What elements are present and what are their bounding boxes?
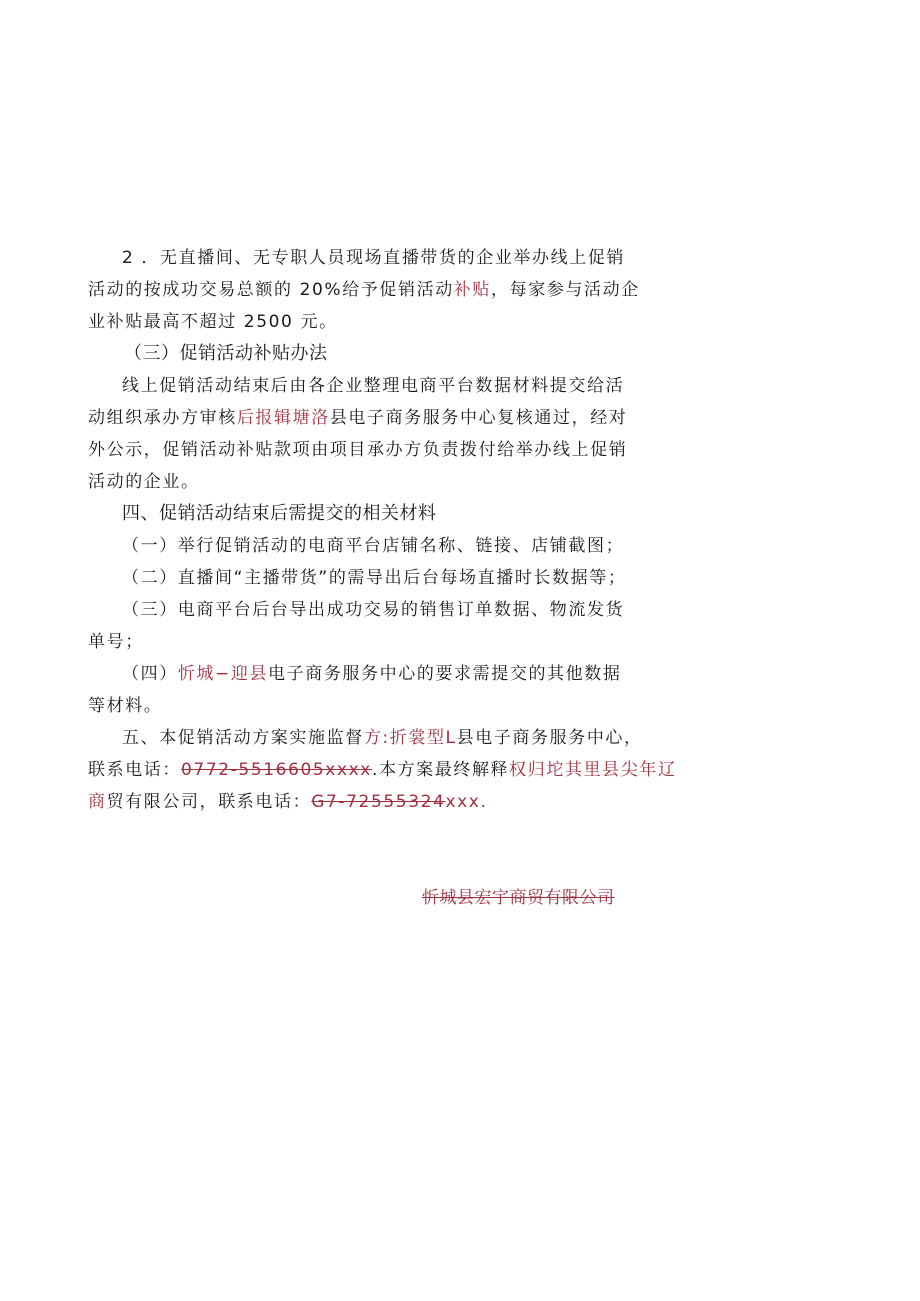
section5-red-text: 方:折裳型L: [363, 728, 457, 748]
section-heading: 四、促销活动结束后需提交的相关材料: [122, 503, 437, 524]
section3-heading: [124, 342, 328, 366]
item2-text: 活动的按成功交易总额的 20%给予促销活动: [88, 280, 454, 300]
list-item: 单号；: [88, 632, 144, 652]
section3-line4: [88, 470, 200, 494]
list-item: （四）: [122, 664, 178, 684]
company-signature: 忻城县宏宇商贸有限公司: [422, 888, 615, 908]
list-item: 电子商务服务中心的要求需提交的其他数据: [268, 664, 622, 684]
section3-text: 动组织承办方审核: [88, 408, 237, 428]
section5-text: 县电子商务服务中心，: [456, 728, 643, 748]
section3-line1: [122, 374, 624, 398]
section3-line3: [88, 438, 627, 462]
section5-red-text: 权归坨其里县尖年辽: [509, 760, 677, 780]
section5-text: 五、本促销活动方案实施监督: [122, 728, 364, 748]
item2-red-text: 补贴: [453, 280, 491, 300]
section3-line2: [88, 406, 627, 430]
section5-text: 贸有限公司，联系电话：: [106, 792, 312, 812]
section4-item2: [122, 566, 626, 590]
list-item: （三）电商平台后台导出成功交易的销售订单数据、物流发货: [122, 600, 625, 620]
section-heading: （三）促销活动补贴办法: [124, 343, 328, 364]
item2-text: ，每家参与活动企: [491, 280, 640, 300]
section4-item3-line2: [88, 630, 144, 654]
list-item: （二）直播间“主播带货”的需导出后台每场直播时长数据等；: [122, 568, 627, 588]
item2-line3: [88, 310, 338, 334]
section5-text: 联系电话：: [88, 760, 181, 780]
section5-line2: [88, 758, 677, 782]
section4-item4-line1: [122, 662, 621, 686]
section4-item3-line1: [122, 598, 624, 622]
section5-red-text: xxx.: [445, 792, 488, 812]
section5-red-text: 商: [88, 792, 107, 812]
section3-text: 活动的企业。: [88, 472, 200, 492]
section4-heading: [122, 502, 437, 526]
list-item-red: 忻城−迎县: [177, 664, 269, 684]
section3-text: 线上促销活动结束后由各企业整理电商平台数据材料提交给活: [122, 376, 625, 396]
item2-text: 业补贴最高不超过 2500 元。: [88, 312, 338, 332]
item2-text: 2 ．无直播间、无专职人员现场直播带货的企业举办线上促销: [122, 248, 626, 268]
list-item: 等材料。: [88, 696, 163, 716]
section5-line3: [88, 790, 487, 814]
item2-line1: [122, 246, 625, 270]
list-item: （一）举行促销活动的电商平台店铺名称、链接、店铺截图；: [122, 536, 625, 556]
section3-red-text: 后报辑塘洛: [236, 408, 330, 428]
section5-text: .本方案最终解释: [371, 760, 510, 780]
section3-text: 外公示，促销活动补贴款项由项目承办方负责拨付给举办线上促销: [88, 440, 628, 460]
section3-text: 县电子商务服务中心复核通过，经对: [329, 408, 628, 428]
section5-line1: [122, 726, 643, 750]
phone-number-1: 0772-5516605xxxx: [181, 760, 372, 780]
section4-item1: [122, 534, 624, 558]
item2-line2: [88, 278, 640, 302]
section4-item4-line2: [88, 694, 162, 718]
phone-number-2: G7-72555324: [311, 792, 446, 812]
